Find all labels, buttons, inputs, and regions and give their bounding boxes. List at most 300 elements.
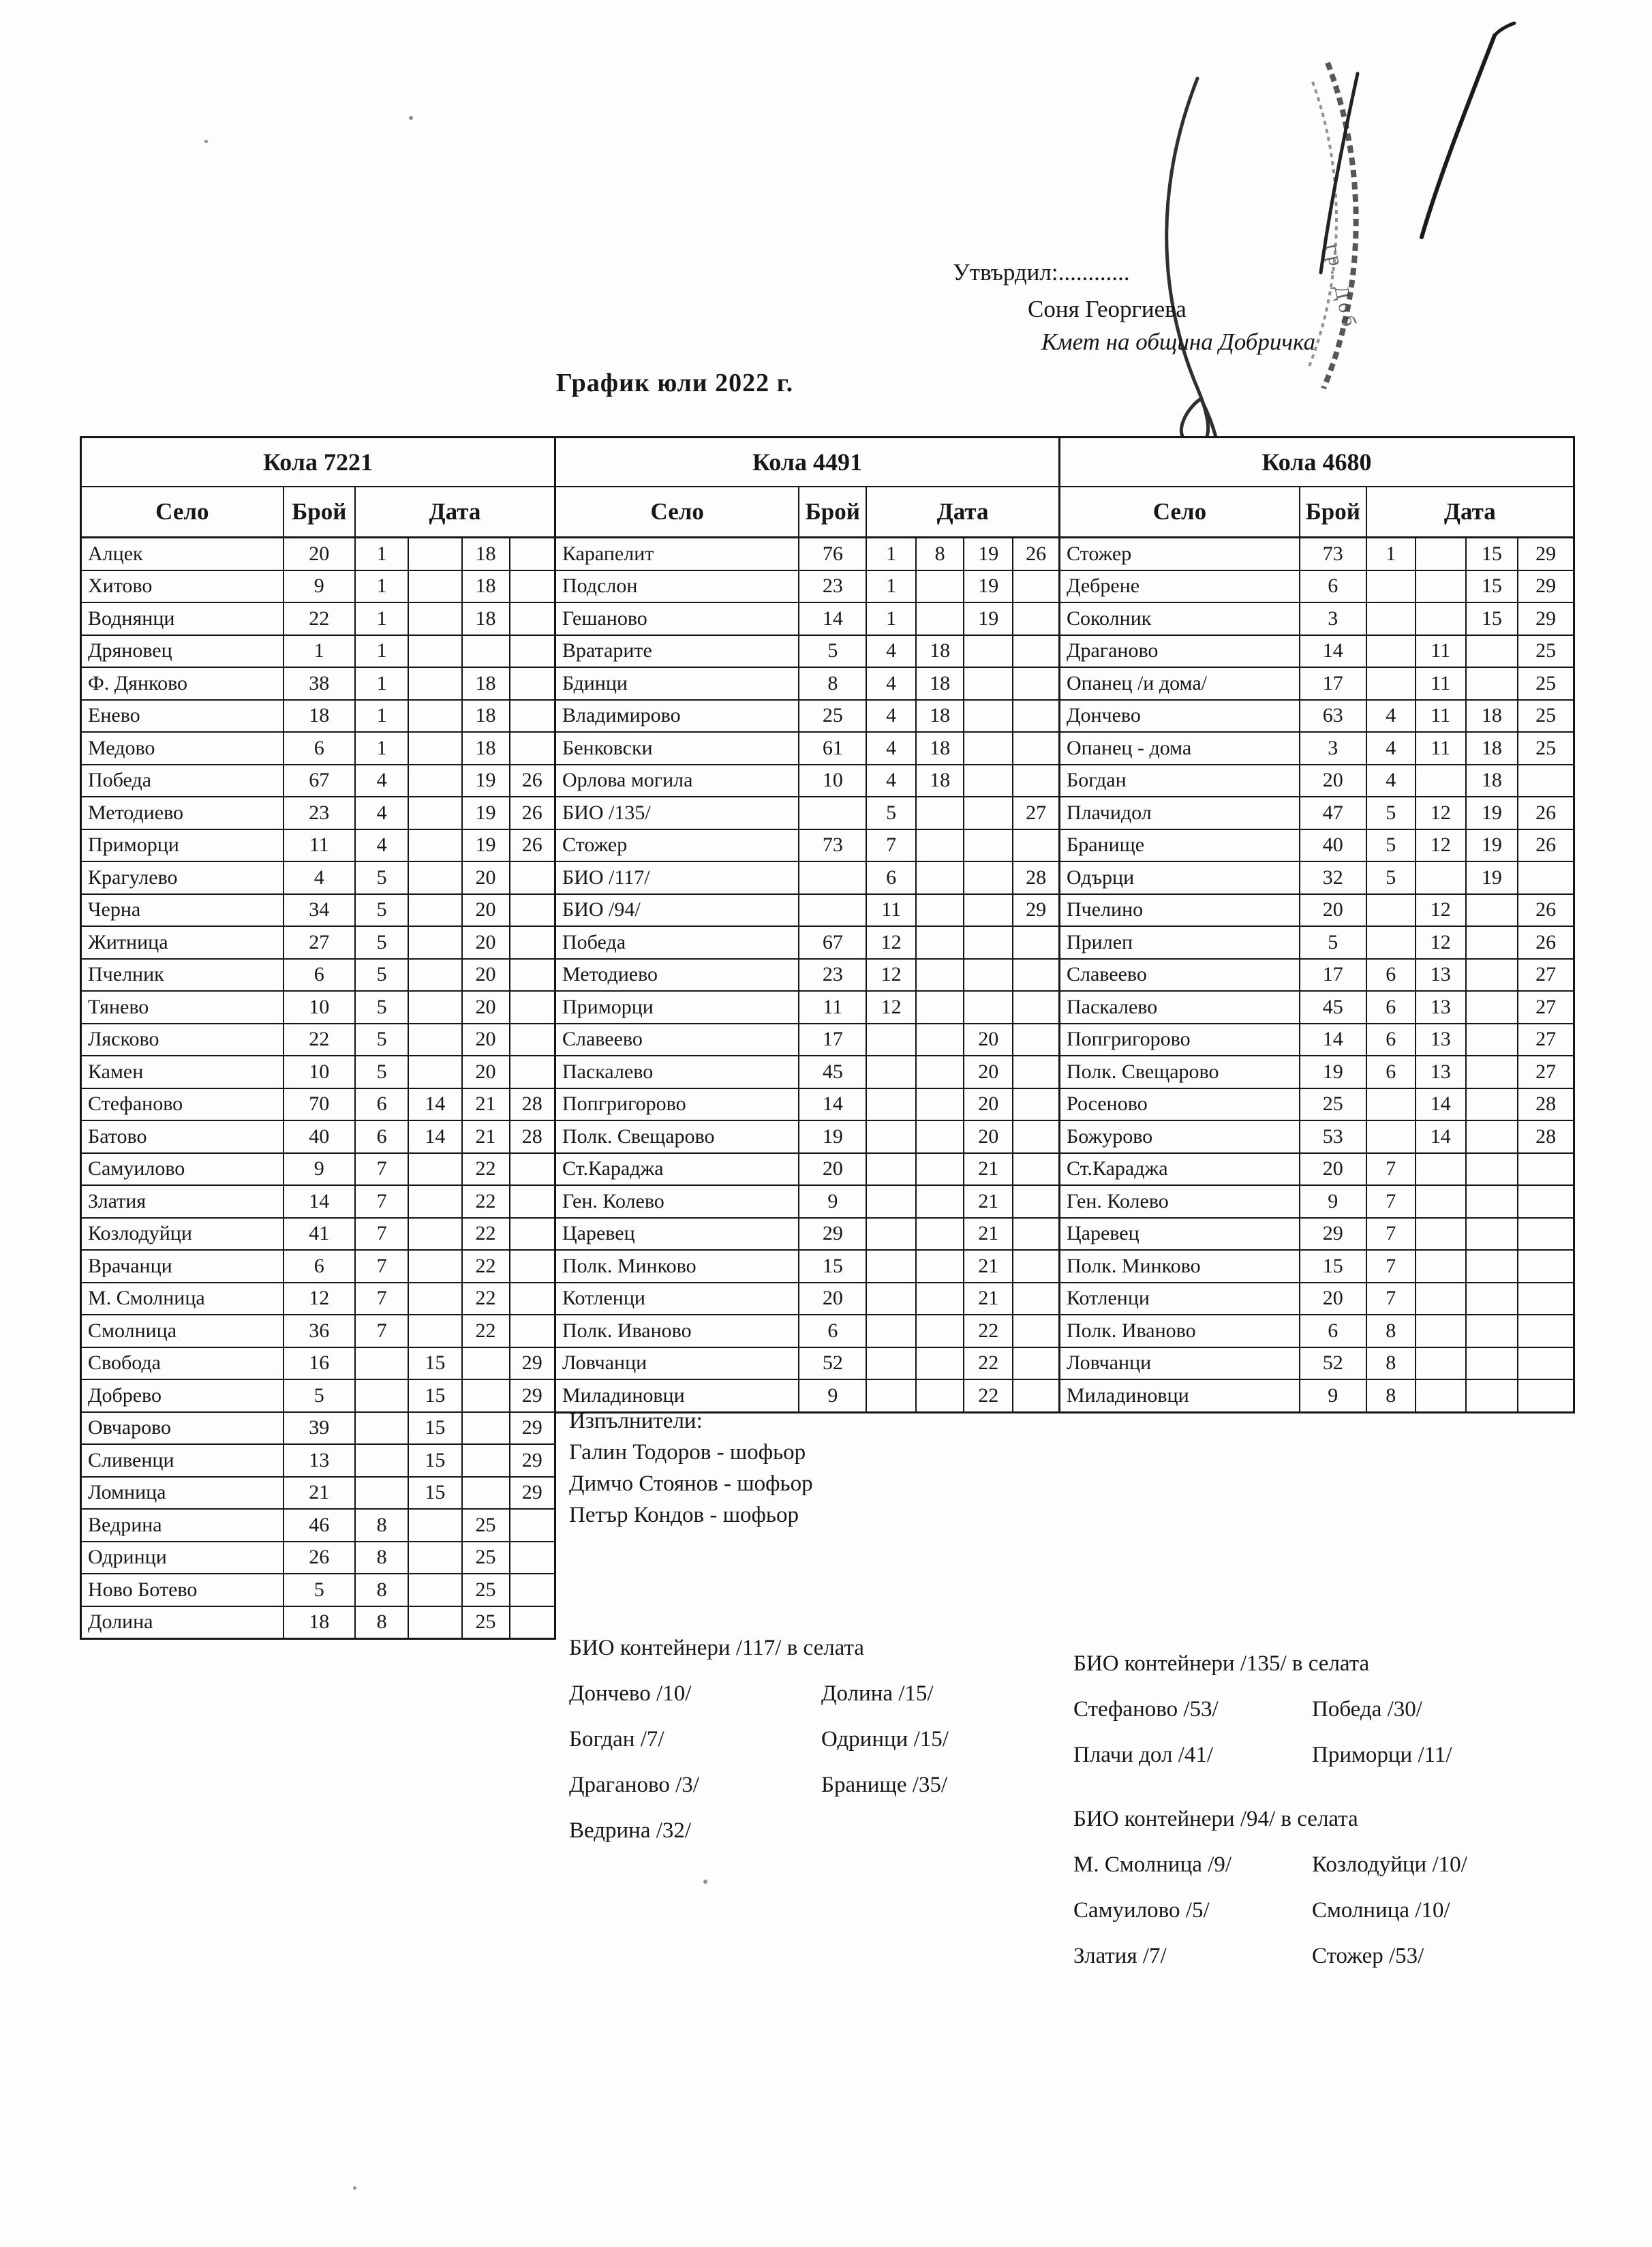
village-cell: Миладиновци <box>556 1380 799 1411</box>
car-table <box>1058 436 1575 1413</box>
date-cell: 18 <box>917 733 964 764</box>
village-cell: Златия <box>82 1186 284 1217</box>
village-cell: Смолница <box>82 1315 284 1347</box>
date-cell <box>917 1089 964 1120</box>
village-cell: Пчелино <box>1060 895 1300 926</box>
date-cell <box>917 960 964 991</box>
date-cell <box>409 1186 462 1217</box>
count-cell: 9 <box>1300 1380 1367 1411</box>
count-cell: 23 <box>284 797 356 829</box>
date-cell <box>409 830 462 861</box>
count-cell: 5 <box>799 636 867 667</box>
count-cell: 45 <box>1300 992 1367 1023</box>
approved-label: Утвърдил:............ <box>953 259 1130 286</box>
village-cell: Котленци <box>1060 1283 1300 1315</box>
date-cell: 5 <box>356 927 409 958</box>
bio-item: Самуилово /5/ <box>1073 1898 1210 1923</box>
date-cell: 25 <box>1535 736 1557 759</box>
column-header-row <box>1060 487 1573 538</box>
date-cell <box>917 1380 964 1411</box>
date-cell <box>409 701 462 732</box>
date-cell <box>867 1251 917 1282</box>
count-cell: 73 <box>799 830 867 861</box>
date-cell <box>867 1219 917 1250</box>
date-cell: 8 <box>917 538 964 570</box>
date-cell: 26 <box>1535 801 1557 824</box>
date-cell: 13 <box>1416 960 1467 991</box>
date-cell: 6 <box>1367 1056 1416 1088</box>
date-cell <box>917 927 964 958</box>
date-cell <box>1367 1089 1416 1120</box>
date-cell <box>1518 765 1573 797</box>
date-cell <box>917 1283 964 1315</box>
date-cell <box>1467 1380 1519 1411</box>
date-cell <box>1416 1251 1467 1282</box>
date-cell <box>1518 1380 1573 1411</box>
date-cell: 12 <box>867 927 917 958</box>
village-cell: Стефаново <box>82 1089 284 1120</box>
village-cell: Пчелник <box>82 960 284 991</box>
village-cell: Ген. Колево <box>1060 1186 1300 1217</box>
date-cell: 11 <box>1416 636 1467 667</box>
table-row <box>1060 830 1573 863</box>
date-cell: 27 <box>1535 963 1557 986</box>
village-cell: Славеево <box>1060 960 1300 991</box>
date-cell: 11 <box>1416 733 1467 764</box>
table-row <box>556 668 1058 701</box>
date-cell: 4 <box>1367 733 1416 764</box>
bio-row <box>1073 1888 1467 1933</box>
table-row <box>82 1056 554 1089</box>
table-row <box>1060 960 1573 992</box>
date-cell <box>1416 571 1467 602</box>
table-row <box>556 701 1058 733</box>
date-cell <box>510 1024 554 1056</box>
date-cell: 1 <box>867 571 917 602</box>
date-cell: 26 <box>521 834 542 857</box>
date-cell <box>1416 603 1467 635</box>
date-cell <box>867 1380 917 1411</box>
village-cell: Плачидол <box>1060 797 1300 829</box>
date-cell <box>1013 636 1058 667</box>
date-cell <box>510 1283 554 1315</box>
date-cell <box>1416 1283 1467 1315</box>
date-cell <box>917 1219 964 1250</box>
table-row <box>82 1478 554 1510</box>
bio-row <box>569 1671 949 1717</box>
date-cell <box>510 927 554 958</box>
table-row <box>82 701 554 733</box>
table-row <box>1060 1283 1573 1316</box>
date-cell: 4 <box>356 830 409 861</box>
date-cell <box>510 1510 554 1541</box>
table-row <box>1060 1380 1573 1411</box>
date-cell: 26 <box>1026 542 1047 565</box>
table-row <box>1060 1348 1573 1381</box>
date-cell: 22 <box>964 1380 1013 1411</box>
date-cell: 26 <box>1535 898 1557 921</box>
date-cell <box>510 992 554 1023</box>
date-cell <box>917 862 964 893</box>
date-cell <box>510 1607 554 1638</box>
date-cell: 29 <box>1535 542 1557 565</box>
date-cell: 28 <box>521 1092 542 1116</box>
date-cell: 7 <box>1367 1283 1416 1315</box>
date-cell: 20 <box>463 862 510 893</box>
date-cell <box>917 1251 964 1282</box>
scan-speck <box>409 116 413 120</box>
date-cell <box>463 1348 510 1379</box>
table-row <box>1060 1154 1573 1187</box>
date-cell: 14 <box>1416 1121 1467 1152</box>
village-cell: Полк. Свещарово <box>1060 1056 1300 1088</box>
date-cell <box>1416 538 1467 570</box>
date-cell <box>409 538 462 570</box>
date-cell <box>964 830 1013 861</box>
date-cell: 4 <box>1367 701 1416 732</box>
count-cell: 6 <box>284 1251 356 1282</box>
date-cell <box>510 1056 554 1088</box>
village-cell: Победа <box>82 765 284 797</box>
date-cell <box>1467 1056 1519 1088</box>
date-cell <box>1467 895 1519 926</box>
village-cell: Драганово <box>1060 636 1300 667</box>
date-cell: 5 <box>1367 797 1416 829</box>
date-cell: 1 <box>867 538 917 570</box>
count-cell: 17 <box>1300 960 1367 991</box>
table-row <box>556 1154 1058 1187</box>
table-row <box>556 1348 1058 1381</box>
count-cell: 10 <box>799 765 867 797</box>
date-cell: 27 <box>1535 1028 1557 1051</box>
table-row <box>556 1219 1058 1251</box>
date-cell <box>1518 1154 1573 1185</box>
date-cell: 7 <box>1367 1251 1416 1282</box>
count-cell: 10 <box>284 1056 356 1088</box>
date-cell: 15 <box>409 1380 462 1411</box>
village-cell: Соколник <box>1060 603 1300 635</box>
date-cell <box>409 992 462 1023</box>
date-cell <box>917 1024 964 1056</box>
date-cell <box>356 1348 409 1379</box>
date-cell: 18 <box>917 636 964 667</box>
date-cell <box>1367 571 1416 602</box>
table-row <box>82 797 554 830</box>
count-cell: 19 <box>799 1121 867 1152</box>
date-cell: 18 <box>463 733 510 764</box>
count-cell: 17 <box>1300 668 1367 699</box>
date-cell <box>867 1348 917 1379</box>
date-cell: 26 <box>1535 930 1557 953</box>
count-cell: 23 <box>799 571 867 602</box>
bio-item: Ведрина /32/ <box>569 1818 692 1843</box>
count-cell: 8 <box>799 668 867 699</box>
date-cell <box>510 701 554 732</box>
count-cell: 6 <box>284 733 356 764</box>
table-row <box>82 1315 554 1348</box>
date-cell: 8 <box>356 1542 409 1574</box>
date-cell <box>1416 1380 1467 1411</box>
date-cell: 4 <box>867 636 917 667</box>
date-cell: 5 <box>867 797 917 829</box>
car-number-header: Кола 4491 <box>556 438 1058 487</box>
date-cell <box>917 1315 964 1347</box>
count-cell: 73 <box>1300 538 1367 570</box>
date-cell <box>1467 1024 1519 1056</box>
date-cell: 15 <box>1467 603 1519 635</box>
date-cell: 27 <box>1535 1060 1557 1083</box>
date-cell <box>356 1478 409 1509</box>
date-cell <box>1013 1251 1058 1282</box>
table-row <box>82 1348 554 1381</box>
table-row <box>1060 1056 1573 1089</box>
table-row <box>82 668 554 701</box>
date-cell <box>409 1315 462 1347</box>
date-cell: 15 <box>1467 571 1519 602</box>
date-cell <box>1416 1315 1467 1347</box>
count-cell: 19 <box>1300 1056 1367 1088</box>
table-row <box>82 1121 554 1154</box>
table-row <box>82 895 554 928</box>
village-cell: БИО /135/ <box>556 797 799 829</box>
count-cell: 21 <box>284 1478 356 1509</box>
date-cell: 14 <box>409 1089 462 1120</box>
table-row <box>1060 636 1573 669</box>
date-cell <box>356 1413 409 1444</box>
bio-row <box>1073 1842 1467 1888</box>
date-cell: 29 <box>521 1448 542 1471</box>
column-header-row <box>556 487 1058 538</box>
village-cell: Долина <box>82 1607 284 1638</box>
count-cell: 38 <box>284 668 356 699</box>
date-cell: 20 <box>964 1121 1013 1152</box>
date-cell <box>1013 992 1058 1023</box>
village-cell: Одърци <box>1060 862 1300 893</box>
village-cell: Хитово <box>82 571 284 602</box>
village-cell: Свобода <box>82 1348 284 1379</box>
date-cell <box>510 636 554 667</box>
date-cell: 4 <box>1367 765 1416 797</box>
count-cell: 14 <box>1300 636 1367 667</box>
date-cell <box>510 862 554 893</box>
date-cell: 14 <box>409 1121 462 1152</box>
table-row <box>1060 1089 1573 1122</box>
village-cell: Полк. Иваново <box>1060 1315 1300 1347</box>
date-cell: 1 <box>356 668 409 699</box>
date-cell <box>510 571 554 602</box>
date-cell: 12 <box>867 960 917 991</box>
village-cell: Ст.Караджа <box>1060 1154 1300 1185</box>
village-cell: Тянево <box>82 992 284 1023</box>
date-cell: 7 <box>356 1251 409 1282</box>
date-cell: 19 <box>964 571 1013 602</box>
stamp-text-fragment: гр. Доб <box>1321 241 1362 332</box>
date-cell: 26 <box>521 801 542 824</box>
date-cell: 29 <box>1535 575 1557 598</box>
date-cell <box>409 636 462 667</box>
count-cell: 67 <box>799 927 867 958</box>
count-cell: 34 <box>284 895 356 926</box>
date-cell <box>1367 895 1416 926</box>
count-column-header: Брой <box>284 487 356 536</box>
table-row <box>82 636 554 669</box>
date-cell <box>409 603 462 635</box>
bio-section-title: БИО контейнери /135/ в селата <box>1073 1651 1370 1676</box>
date-cell: 18 <box>917 701 964 732</box>
date-cell <box>1416 862 1467 893</box>
date-cell <box>409 1542 462 1574</box>
date-cell: 29 <box>521 1384 542 1407</box>
village-cell: Черна <box>82 895 284 926</box>
village-cell: Житница <box>82 927 284 958</box>
table-row <box>1060 927 1573 960</box>
count-cell: 9 <box>284 1154 356 1185</box>
date-cell <box>964 701 1013 732</box>
count-cell: 14 <box>799 603 867 635</box>
date-cell <box>1518 862 1573 893</box>
driver-line: Галин Тодоров - шофьор <box>569 1440 806 1465</box>
date-cell <box>510 1315 554 1347</box>
count-cell: 6 <box>284 960 356 991</box>
table-row <box>556 538 1058 571</box>
date-cell: 20 <box>463 1056 510 1088</box>
count-column-header: Брой <box>1300 487 1367 536</box>
table-row <box>82 1510 554 1542</box>
village-cell: Ведрина <box>82 1510 284 1541</box>
bio-row <box>1073 1687 1452 1732</box>
village-cell: Овчарово <box>82 1413 284 1444</box>
date-cell <box>1467 960 1519 991</box>
date-cell <box>1467 1154 1519 1185</box>
table-row <box>82 733 554 765</box>
village-cell: Полк. Минково <box>556 1251 799 1282</box>
bio-item: Смолница /10/ <box>1312 1898 1450 1923</box>
village-cell: Дряновец <box>82 636 284 667</box>
car-number-header: Кола 4680 <box>1060 438 1573 487</box>
village-cell: Полк. Минково <box>1060 1251 1300 1282</box>
village-cell: Методиево <box>82 797 284 829</box>
date-cell <box>1367 668 1416 699</box>
village-cell: Полк. Свещарово <box>556 1121 799 1152</box>
date-cell: 7 <box>1367 1219 1416 1250</box>
date-cell: 8 <box>356 1574 409 1606</box>
date-cell: 20 <box>463 1024 510 1056</box>
village-cell: Владимирово <box>556 701 799 732</box>
table-row <box>1060 992 1573 1024</box>
table-row <box>82 1186 554 1219</box>
date-cell <box>1013 1089 1058 1120</box>
count-cell: 12 <box>284 1283 356 1315</box>
date-cell <box>917 603 964 635</box>
village-cell: Прилеп <box>1060 927 1300 958</box>
count-cell: 40 <box>284 1121 356 1152</box>
date-cell <box>510 1186 554 1217</box>
date-cell: 12 <box>1416 830 1467 861</box>
village-cell: Приморци <box>82 830 284 861</box>
village-cell: Славеево <box>556 1024 799 1056</box>
village-cell: Ловчанци <box>1060 1348 1300 1379</box>
village-cell: Батово <box>82 1121 284 1152</box>
table-row <box>1060 1024 1573 1057</box>
date-cell <box>964 797 1013 829</box>
date-cell: 29 <box>521 1481 542 1504</box>
count-cell: 22 <box>284 603 356 635</box>
count-cell: 6 <box>799 1315 867 1347</box>
count-cell: 11 <box>284 830 356 861</box>
approver-name: Соня Георгиева <box>1028 296 1187 322</box>
date-cell <box>964 668 1013 699</box>
bio-item: Златия /7/ <box>1073 1944 1167 1968</box>
count-cell <box>799 895 867 926</box>
count-cell: 20 <box>799 1154 867 1185</box>
stamp-pen-stroke <box>1321 74 1358 273</box>
table-row <box>556 927 1058 960</box>
village-cell: Царевец <box>556 1219 799 1250</box>
date-cell <box>409 1251 462 1282</box>
date-cell: 20 <box>964 1056 1013 1088</box>
count-cell: 4 <box>284 862 356 893</box>
date-column-header: Дата <box>936 498 989 525</box>
bio-item <box>821 1808 949 1854</box>
date-cell: 7 <box>356 1283 409 1315</box>
date-cell <box>917 992 964 1023</box>
table-row <box>556 571 1058 604</box>
date-cell <box>409 733 462 764</box>
date-cell: 21 <box>964 1283 1013 1315</box>
table-row <box>82 862 554 895</box>
date-cell <box>510 960 554 991</box>
village-cell: Опанец - дома <box>1060 733 1300 764</box>
count-cell: 63 <box>1300 701 1367 732</box>
date-cell: 5 <box>356 895 409 926</box>
date-cell: 8 <box>356 1510 409 1541</box>
village-cell: Ново Ботево <box>82 1574 284 1606</box>
date-cell: 4 <box>867 733 917 764</box>
date-cell <box>409 1510 462 1541</box>
village-cell: Медово <box>82 733 284 764</box>
date-cell <box>917 895 964 926</box>
date-cell: 18 <box>1467 765 1519 797</box>
date-cell: 1 <box>1367 538 1416 570</box>
count-cell: 11 <box>799 992 867 1023</box>
date-cell: 5 <box>1367 862 1416 893</box>
date-cell: 18 <box>463 538 510 570</box>
date-cell <box>510 1154 554 1185</box>
village-cell: БИО /117/ <box>556 862 799 893</box>
date-cell: 6 <box>867 862 917 893</box>
village-cell: Ст.Караджа <box>556 1154 799 1185</box>
bio-row <box>1073 1933 1467 1979</box>
date-cell: 5 <box>356 992 409 1023</box>
date-cell <box>867 1315 917 1347</box>
date-cell <box>1013 571 1058 602</box>
date-cell: 15 <box>409 1348 462 1379</box>
date-cell: 19 <box>964 538 1013 570</box>
date-cell <box>867 1121 917 1152</box>
table-row <box>556 960 1058 992</box>
table-row <box>82 960 554 992</box>
date-cell: 19 <box>463 830 510 861</box>
pen-stroke <box>1422 35 1495 237</box>
table-row <box>556 992 1058 1024</box>
date-cell <box>510 668 554 699</box>
date-cell <box>964 765 1013 797</box>
date-cell <box>1013 733 1058 764</box>
date-cell: 15 <box>409 1478 462 1509</box>
date-cell <box>867 1024 917 1056</box>
table-row <box>1060 1186 1573 1219</box>
date-cell <box>510 1542 554 1574</box>
